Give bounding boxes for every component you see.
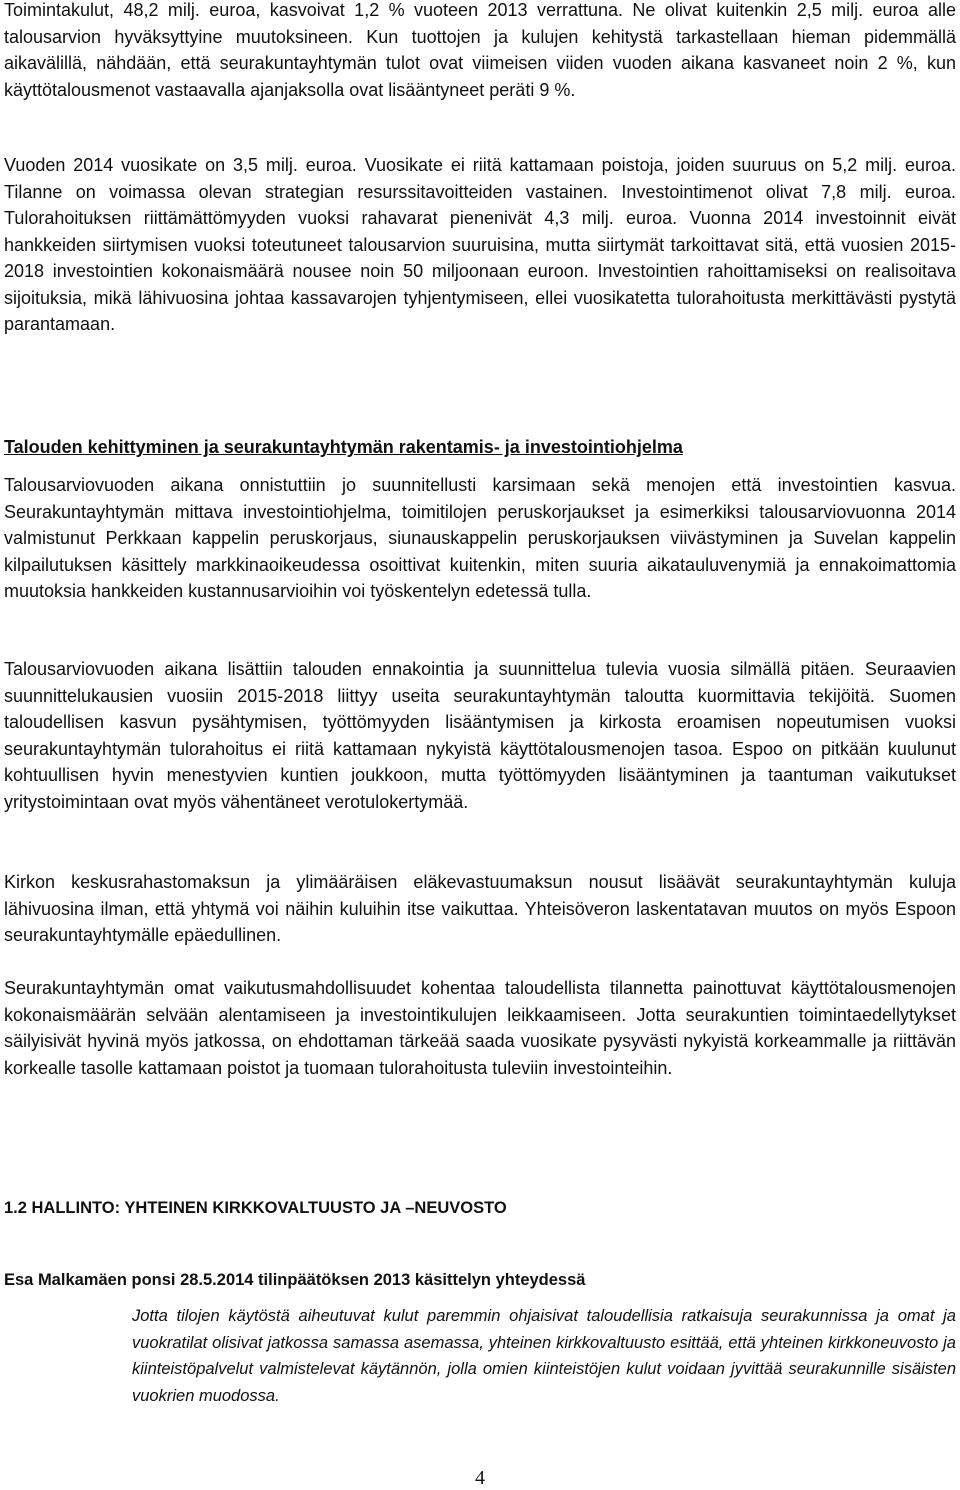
ponsi-heading: Esa Malkamäen ponsi 28.5.2014 tilinpäätöksen 2013 käsittelyn yhteydessä <box>4 1271 586 1289</box>
paragraph-annual-margin: Vuoden 2014 vuosikate on 3,5 milj. euroa. Vuosikate ei riitä kattamaan poistoja, joiden suuruus on 5,2 milj. euroa. Tilanne on voimassa olevan strategian resurssitavoitteiden vastainen. Investointimenot olivat 7,8 milj. euroa. Tulorahoituksen riittämättömyyden vuoksi rahavarat pienenivät 4,3 milj. euroa. Vuonna 2014 investoinnit eivät hankkeiden siirtymisen vuoksi toteutuneet talousarvion suuruisina, mutta siirtymät tarkoittavat sitä, että vuosien 2015-2018 investointien kokonaismäärä nousee noin 50 miljoonaan euroon. Investointien rahoittamiseksi on realisoitava sijoituksia, mikä lähivuosina johtaa kassavarojen tyhjentymiseen, ellei vuosikatetta tulorahoitusta merkittävästi pystytä parantamaan. <box>4 155 956 334</box>
paragraph-influence: Seurakuntayhtymän omat vaikutusmahdollisuudet kohentaa taloudellista tilannetta painottuvat käyttötalousmenojen kokonaismäärän selvään alentamiseen ja investointikulujen leikkaamiseen. Jotta seurakuntien toimintaedellytykset säilyisivät hyvinä myös jatkossa, on ehdottaman tärkeää saada vuosikate pysyvästi nykyistä korkeammalle ja riittävän korkealle tasolle kattamaan poistot ja tuomaan tulorahoitusta tuleviin investointeihin. <box>4 978 956 1078</box>
page-number: 4 <box>475 1467 485 1489</box>
paragraph-operating-costs: Toimintakulut, 48,2 milj. euroa, kasvoivat 1,2 % vuoteen 2013 verrattuna. Ne olivat kuitenkin 2,5 milj. euroa alle talousarvion hyväksyttyine muutoksineen. Kun tuottojen ja kulujen kehitystä tarkastellaan hieman pidemmällä aikavälillä, nähdään, että seurakuntayhtymän tulot ovat viimeisen viiden vuoden aikana kasvaneet noin 2 %, kun käyttötalousmenot vastaavalla ajanjaksolla ovat lisääntyneet peräti 9 %. <box>4 0 956 100</box>
paragraph-central-fund: Kirkon keskusrahastomaksun ja ylimääräisen eläkevastuumaksun nousut lisäävät seurakuntayhtymän kuluja lähivuosina ilman, että yhtymä voi näihin kuluihin itse vaikuttaa. Yhteisöveron laskentatavan muutos on myös Espoon seurakuntayhtymälle epäedullinen. <box>4 872 956 945</box>
chapter-heading: 1.2 HALLINTO: YHTEINEN KIRKKOVALTUUSTO JA –NEUVOSTO <box>4 1199 507 1217</box>
paragraph-forecasting: Talousarviovuoden aikana lisättiin talouden ennakointia ja suunnittelua tulevia vuosia silmällä pitäen. Seuraavien suunnittelukausien vuosiin 2015-2018 liittyy useita seurakuntayhtymän taloutta kuormittavia tekijöitä. Suomen taloudellisen kasvun pysähtymisen, työttömyyden lisääntymisen ja kirkosta eroamisen nopeutumisen vuoksi seurakuntayhtymän tulorahoitus ei riitä kattamaan nykyistä käyttötalousmenojen tasoa. Espoo on pitkään kuulunut kohtuullisen hyvin menestyvien kuntien joukkoon, mutta työttömyyden lisääntyminen ja taantuman vaikutukset yritystoimintaan ovat myös vähentäneet verotulokertymää. <box>4 659 956 812</box>
ponsi-quote: Jotta tilojen käytöstä aiheutuvat kulut paremmin ohjaisivat taloudellisia ratkaisuja seurakunnissa ja omat ja vuokratilat olisivat jatkossa samassa asemassa, yhteinen kirkkovaltuusto esittää, että yhteinen kirkkoneuvosto ja kiinteistöpalvelut valmistelevat käytännön, jolla omien kiinteistöjen kulut voidaan jyvittää seurakunnille sisäisten vuokrien muodossa. <box>132 1307 956 1405</box>
paragraph-investment-program: Talousarviovuoden aikana onnistuttiin jo suunnitellusti karsimaan sekä menojen että investointien kasvua. Seurakuntayhtymän mittava investointiohjelma, toimitilojen peruskorjaukset ja esimerkiksi talousarviovuonna 2014 valmistunut Perkkaan kappelin peruskorjaus, siunauskappelin peruskorjauksen viivästyminen ja Suvelan kappelin kilpailutuksen käsittely markkinaoikeudessa osoittivat kuitenkin, miten suuria aikatauluvenymiä ja ennakoimattomia muutoksia hankkeiden kustannusarvioihin voi työskentelyn edetessä tulla. <box>4 475 956 601</box>
section-heading: Talouden kehittyminen ja seurakuntayhtymän rakentamis- ja investointiohjelma <box>4 437 683 457</box>
